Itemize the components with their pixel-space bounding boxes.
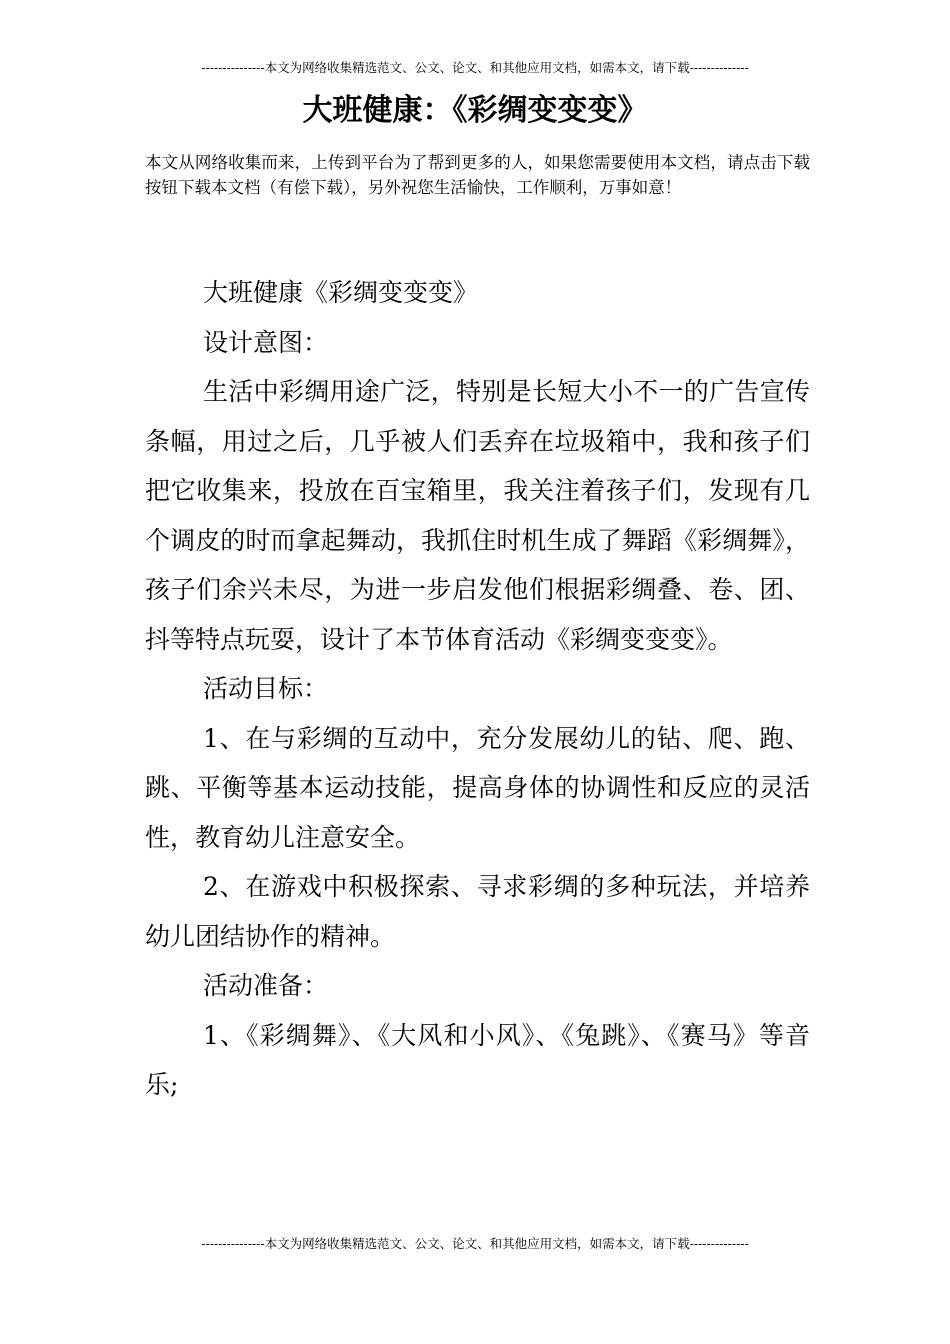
document-title: 大班健康：《彩绸变变变》 (302, 93, 648, 128)
header-banner: ---------------本文为网络收集精选范文、公文、论文、和其他应用文档，如需本文，请下载-------------- (201, 60, 749, 75)
footer-banner: ---------------本文为网络收集精选范文、公文、论文、和其他应用文档，如需本文，请下载-------------- (201, 1236, 749, 1251)
paragraph-goals-label: 活动目标： (203, 674, 329, 703)
paragraph-goal-1: 1、在与彩绸的互动中，充分发展幼儿的钻、爬、跑、跳、平衡等基本运动技能，提高身体的协调性和反应的灵活性，教育幼儿注意安全。 (145, 723, 810, 852)
intro-notice: 本文从网络收集而来，上传到平台为了帮到更多的人，如果您需要使用本文档，请点击下载按钮下载本文档（有偿下载），另外祝您生活愉快，工作顺利，万事如意！ (145, 153, 810, 197)
paragraph-heading: 大班健康《彩绸变变变》 (203, 278, 479, 307)
paragraph-preparation-1: 1、《彩绸舞》、《大风和小风》、《兔跳》、《赛马》等音乐; (145, 1020, 810, 1099)
paragraph-design-intent: 生活中彩绸用途广泛，特别是长短大小不一的广告宣传条幅，用过之后，几乎被人们丢弃在垃圾箱中，我和孩子们把它收集来，投放在百宝箱里，我关注着孩子们，发现有几个调皮的时而拿起舞动，我抓住时机生成了舞蹈《彩绸舞》，孩子们余兴未尽，为进一步启发他们根据彩绸叠、卷、团、抖等特点玩耍，设计了本节体育活动《彩绸变变变》。 (145, 377, 810, 654)
paragraph-preparation-label: 活动准备： (203, 971, 329, 1000)
paragraph-design-intent-label: 设计意图： (203, 327, 329, 357)
paragraph-goal-2: 2、在游戏中积极探索、寻求彩绸的多种玩法，并培养幼儿团结协作的精神。 (145, 872, 810, 951)
document-body (145, 268, 810, 1110)
